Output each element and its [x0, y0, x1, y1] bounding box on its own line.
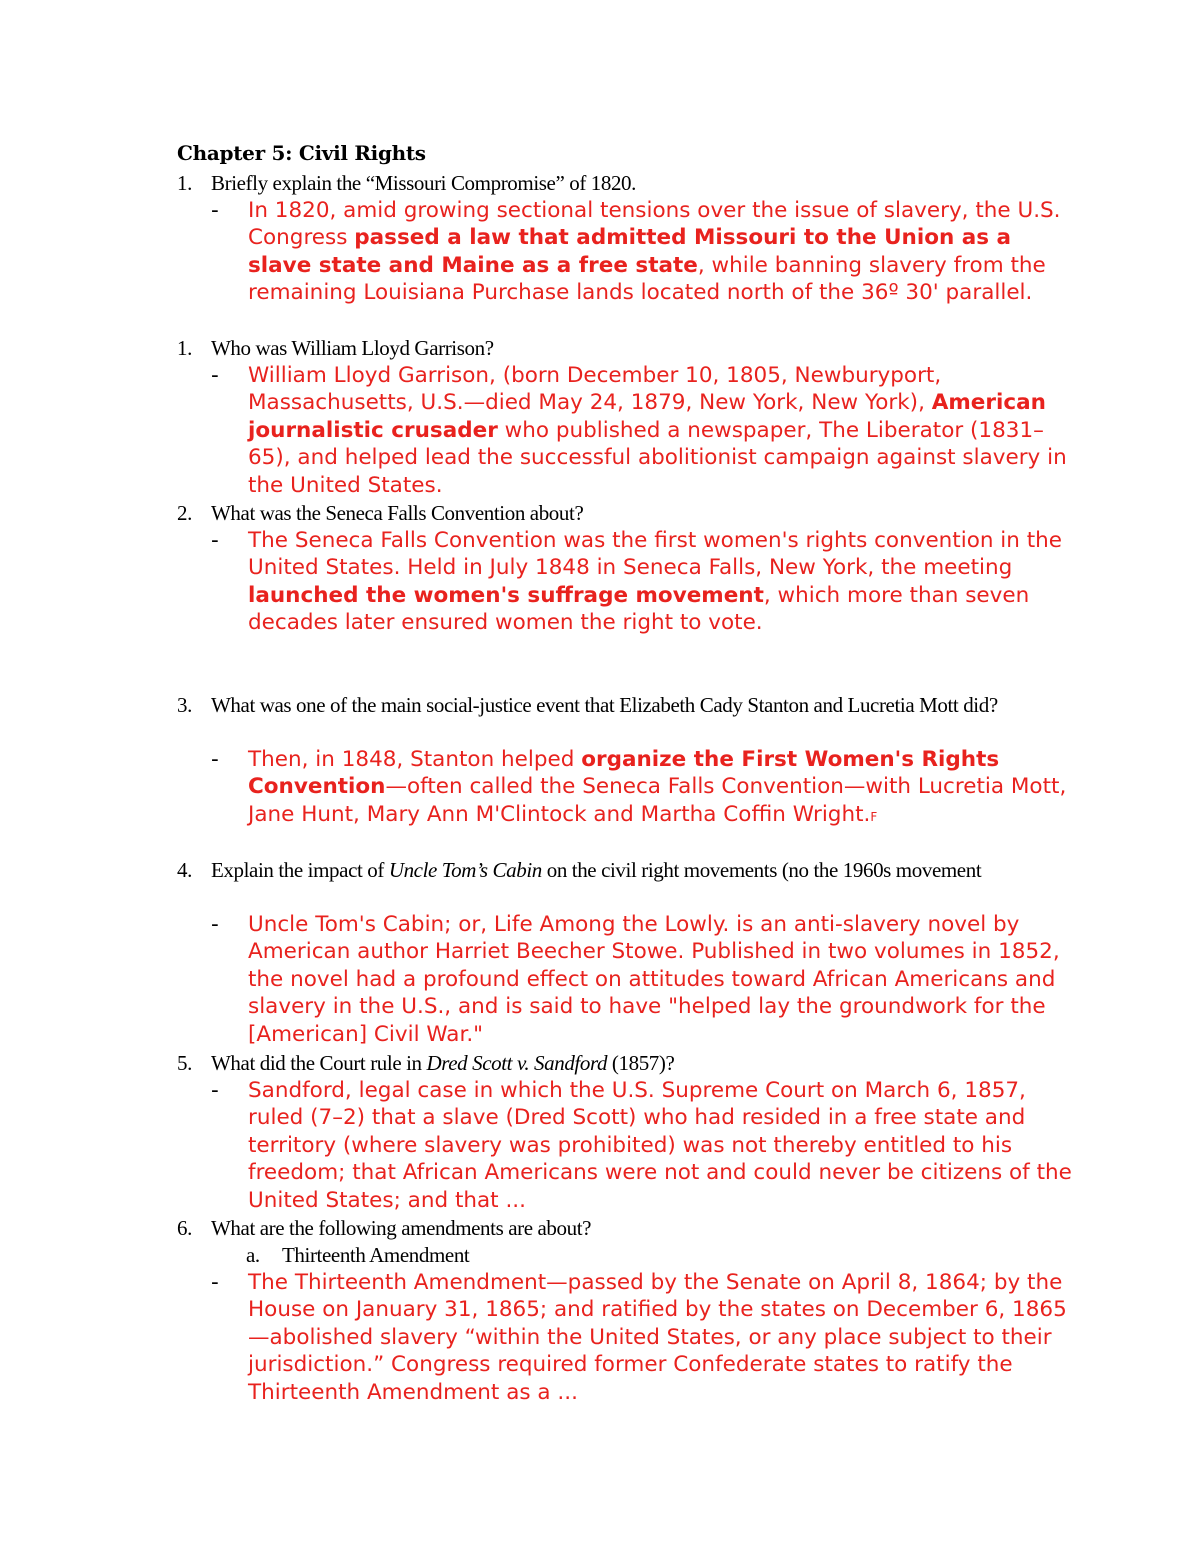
- question-number: 1.: [177, 336, 192, 360]
- answer-bullet: -: [211, 912, 219, 937]
- question-italic-title: Uncle Tom’s Cabin: [388, 858, 542, 882]
- question-text: Briefly explain the “Missouri Compromise” of 1820.: [211, 171, 637, 195]
- question-number: 2.: [177, 501, 192, 525]
- question-number: 4.: [177, 858, 192, 882]
- answer-span: Then, in 1848, Stanton helped: [248, 747, 582, 772]
- question-text: [211, 857, 1091, 884]
- question-text: What are the following amendments are about?: [211, 1216, 592, 1240]
- question-number: 1.: [177, 171, 192, 195]
- answer-text: [248, 197, 1078, 307]
- answer-bullet: -: [211, 747, 219, 772]
- sub-question-letter: a.: [246, 1243, 260, 1267]
- answer-span: , while banning slavery from the remaining Louisiana Purchase lands located north of the 36º 30' parallel.: [248, 252, 1046, 306]
- answer-bullet: -: [211, 198, 219, 223]
- question-number: 5.: [177, 1051, 192, 1075]
- question-span: on the civil right movements (no the 1960s movement: [541, 858, 982, 882]
- answer-bold-span: organize the First Women's Rights Convention: [248, 747, 1000, 800]
- sub-question-text: Thirteenth Amendment: [282, 1243, 470, 1267]
- answer-text: Uncle Tom's Cabin; or, Life Among the Lowly. is an anti-slavery novel by American author Harriet Beecher Stowe. Published in two volumes in 1852, the novel had a profound effect on attitudes toward African Americans and slavery in the U.S., and is said to have "helped lay the groundwork for the [American] Civil War.": [248, 912, 1060, 1047]
- answer-text: [248, 746, 1078, 831]
- answer-bullet: -: [211, 1078, 219, 1103]
- question-text: What was one of the main social-justice event that Elizabeth Cady Stanton and Lucretia Mott did?: [211, 693, 998, 717]
- answer-bullet: -: [211, 363, 219, 388]
- answer-bullet: -: [211, 528, 219, 553]
- answer-span: , which more than seven decades later ensured women the right to vote.: [248, 582, 1030, 636]
- answer-span: The Seneca Falls Convention was the first women's rights convention in the United States. Held in July 1848 in Seneca Falls, New York, the meeting: [248, 528, 1063, 581]
- page-title: Chapter 5: Civil Rights: [177, 141, 426, 165]
- question-span: Explain the impact of: [211, 858, 389, 882]
- question-span: What did the Court rule in: [211, 1051, 427, 1075]
- answer-span: —often called the Seneca Falls Convention—with Lucretia Mott, Jane Hunt, Mary Ann M'Clintock and Martha Coffin Wright.: [248, 774, 1067, 827]
- answer-bold-span: launched the women's suffrage movement: [248, 582, 764, 608]
- question-number: 3.: [177, 693, 192, 717]
- question-span: (1857)?: [607, 1051, 675, 1075]
- question-text: Who was William Lloyd Garrison?: [211, 336, 494, 360]
- answer-text: [248, 362, 1078, 499]
- answer-span: who published a newspaper, The Liberator (1831–65), and helped lead the successful abolitionist campaign against slavery in the United States.: [248, 417, 1067, 498]
- answer-stray-mark: F: [870, 809, 878, 824]
- answer-bold-span: American journalistic crusader: [248, 390, 1046, 443]
- answer-bold-span: passed a law that admitted Missouri to the Union as a slave state and Maine as a free state: [248, 225, 1012, 278]
- answer-text: [248, 527, 1078, 637]
- answer-bullet: -: [211, 1270, 219, 1295]
- question-text: What was the Seneca Falls Convention about?: [211, 501, 584, 525]
- question-text: [211, 1050, 1091, 1077]
- answer-text: Sandford, legal case in which the U.S. Supreme Court on March 6, 1857, ruled (7–2) that a slave (Dred Scott) who had resided in a free state and territory (where slavery was prohibited) was not thereby entitled to his freedom; that African Americans were not and could never be citizens of the United States; and that ...: [248, 1078, 1072, 1213]
- answer-span: William Lloyd Garrison, (born December 10, 1805, Newburyport, Massachusetts, U.S.—died May 24, 1879, New York, New York),: [248, 363, 942, 416]
- answer-text: The Thirteenth Amendment—passed by the Senate on April 8, 1864; by the House on January 31, 1865; and ratified by the states on December 6, 1865—abolished slavery “within the United States, or any place subject to their jurisdiction.” Congress required former Confederate states to ratify the Thirteenth Amendment as a ...: [248, 1270, 1067, 1405]
- question-number: 6.: [177, 1216, 192, 1240]
- question-italic-title: Dred Scott v. Sandford: [426, 1051, 608, 1075]
- answer-span: In 1820, amid growing sectional tensions over the issue of slavery, the U.S. Congress: [248, 198, 1061, 251]
